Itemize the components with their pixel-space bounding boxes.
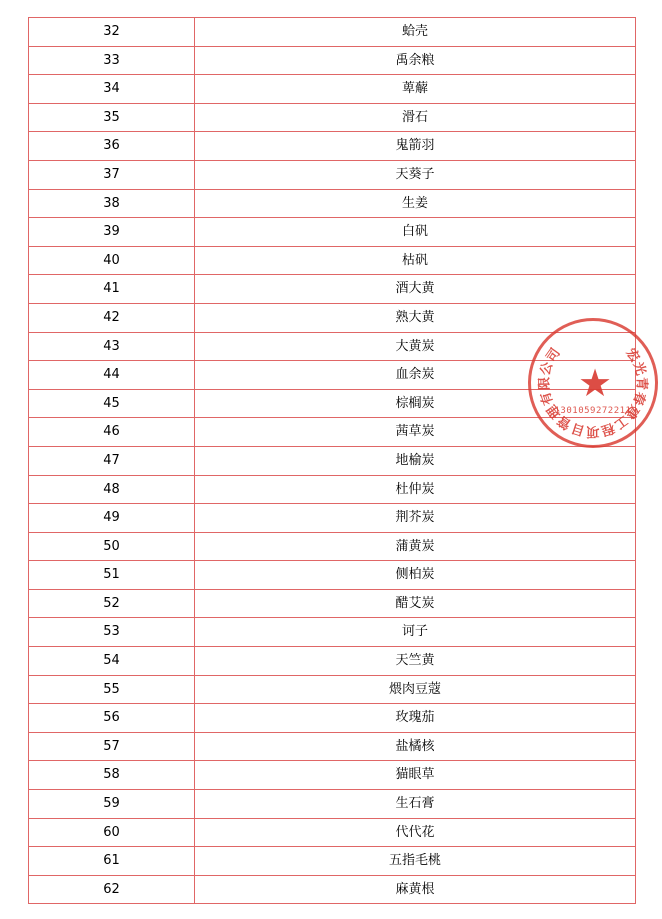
row-index-cell: 54	[29, 647, 195, 676]
row-name-cell: 枯矾	[195, 246, 636, 275]
row-index-cell: 39	[29, 218, 195, 247]
row-name-cell: 五指毛桃	[195, 847, 636, 876]
row-name-cell: 荆芥炭	[195, 504, 636, 533]
row-name-cell: 蛤壳	[195, 18, 636, 47]
seal-character: 青	[633, 376, 649, 391]
table-row	[29, 218, 636, 247]
row-name-cell: 白矾	[195, 218, 636, 247]
row-index-cell: 58	[29, 761, 195, 790]
row-index-cell: 34	[29, 75, 195, 104]
row-index-cell: 57	[29, 732, 195, 761]
row-index-cell: 36	[29, 132, 195, 161]
table-row	[29, 46, 636, 75]
seal-character: 司	[543, 345, 564, 366]
row-name-cell: 棕榈炭	[195, 389, 636, 418]
row-name-cell: 醋艾炭	[195, 589, 636, 618]
table-row	[29, 589, 636, 618]
seal-character: 建	[621, 401, 642, 422]
seal-star-icon: ★	[578, 361, 613, 405]
row-index-cell: 55	[29, 675, 195, 704]
row-index-cell: 59	[29, 790, 195, 819]
row-index-cell: 56	[29, 704, 195, 733]
table-row	[29, 446, 636, 475]
row-index-cell: 62	[29, 875, 195, 904]
row-index-cell: 46	[29, 418, 195, 447]
row-index-cell: 33	[29, 46, 195, 75]
row-index-cell: 37	[29, 160, 195, 189]
table-row	[29, 189, 636, 218]
row-name-cell: 玫瑰茄	[195, 704, 636, 733]
row-name-cell: 大黄炭	[195, 332, 636, 361]
row-index-cell: 60	[29, 818, 195, 847]
row-name-cell: 生石膏	[195, 790, 636, 819]
table-row	[29, 275, 636, 304]
table-row	[29, 618, 636, 647]
table-row	[29, 332, 636, 361]
table-row	[29, 418, 636, 447]
table-row	[29, 75, 636, 104]
row-name-cell: 蒲黄炭	[195, 532, 636, 561]
table-row	[29, 847, 636, 876]
row-index-cell: 38	[29, 189, 195, 218]
table-row	[29, 103, 636, 132]
row-index-cell: 44	[29, 361, 195, 390]
table-row	[29, 18, 636, 47]
row-index-cell: 51	[29, 561, 195, 590]
row-index-cell: 48	[29, 475, 195, 504]
seal-character: 工	[611, 412, 631, 432]
row-name-cell: 煨肉豆蔻	[195, 675, 636, 704]
row-name-cell: 熟大黄	[195, 303, 636, 332]
row-name-cell: 酒大黄	[195, 275, 636, 304]
row-name-cell: 代代花	[195, 818, 636, 847]
medicine-list-table	[28, 17, 636, 904]
row-index-cell: 42	[29, 303, 195, 332]
table-row	[29, 246, 636, 275]
row-name-cell: 鬼箭羽	[195, 132, 636, 161]
row-index-cell: 61	[29, 847, 195, 876]
row-index-cell: 32	[29, 18, 195, 47]
seal-character: 理	[544, 401, 565, 422]
row-name-cell: 猫眼草	[195, 761, 636, 790]
row-name-cell: 盐橘核	[195, 732, 636, 761]
row-name-cell: 血余炭	[195, 361, 636, 390]
row-name-cell: 生姜	[195, 189, 636, 218]
row-index-cell: 49	[29, 504, 195, 533]
row-index-cell: 52	[29, 589, 195, 618]
row-name-cell: 滑石	[195, 103, 636, 132]
table-row	[29, 647, 636, 676]
row-index-cell: 50	[29, 532, 195, 561]
table-row	[29, 303, 636, 332]
seal-character: 管	[555, 412, 575, 432]
row-name-cell: 杜仲炭	[195, 475, 636, 504]
row-index-cell: 41	[29, 275, 195, 304]
table-body	[29, 18, 636, 904]
seal-character: 春	[629, 389, 648, 407]
table-row	[29, 818, 636, 847]
seal-character: 程	[599, 419, 617, 438]
row-name-cell: 天葵子	[195, 160, 636, 189]
table-row	[29, 875, 636, 904]
row-index-cell: 40	[29, 246, 195, 275]
table-row	[29, 504, 636, 533]
row-name-cell: 侧柏炭	[195, 561, 636, 590]
table-row	[29, 561, 636, 590]
row-name-cell: 禹余粮	[195, 46, 636, 75]
row-name-cell: 茜草炭	[195, 418, 636, 447]
seal-character: 项	[586, 423, 600, 439]
table-row	[29, 132, 636, 161]
row-name-cell: 天竺黄	[195, 647, 636, 676]
table-row	[29, 761, 636, 790]
row-name-cell: 诃子	[195, 618, 636, 647]
row-index-cell: 43	[29, 332, 195, 361]
table-row	[29, 389, 636, 418]
seal-character: 限	[537, 376, 553, 391]
row-index-cell: 45	[29, 389, 195, 418]
table-row	[29, 732, 636, 761]
table-row	[29, 475, 636, 504]
table-row	[29, 160, 636, 189]
row-index-cell: 47	[29, 446, 195, 475]
seal-character: 宏	[622, 345, 643, 366]
table-row	[29, 704, 636, 733]
seal-character: 公	[538, 360, 557, 378]
row-name-cell: 麻黄根	[195, 875, 636, 904]
table-row	[29, 532, 636, 561]
seal-character: 光	[629, 360, 648, 378]
row-name-cell: 萆薢	[195, 75, 636, 104]
seal-registration-code: 1301059272211	[554, 406, 632, 416]
table-row	[29, 361, 636, 390]
row-index-cell: 35	[29, 103, 195, 132]
row-index-cell: 53	[29, 618, 195, 647]
table-row	[29, 675, 636, 704]
row-name-cell: 地榆炭	[195, 446, 636, 475]
table-row	[29, 790, 636, 819]
seal-character: 目	[569, 419, 587, 438]
seal-character: 有	[538, 389, 557, 407]
